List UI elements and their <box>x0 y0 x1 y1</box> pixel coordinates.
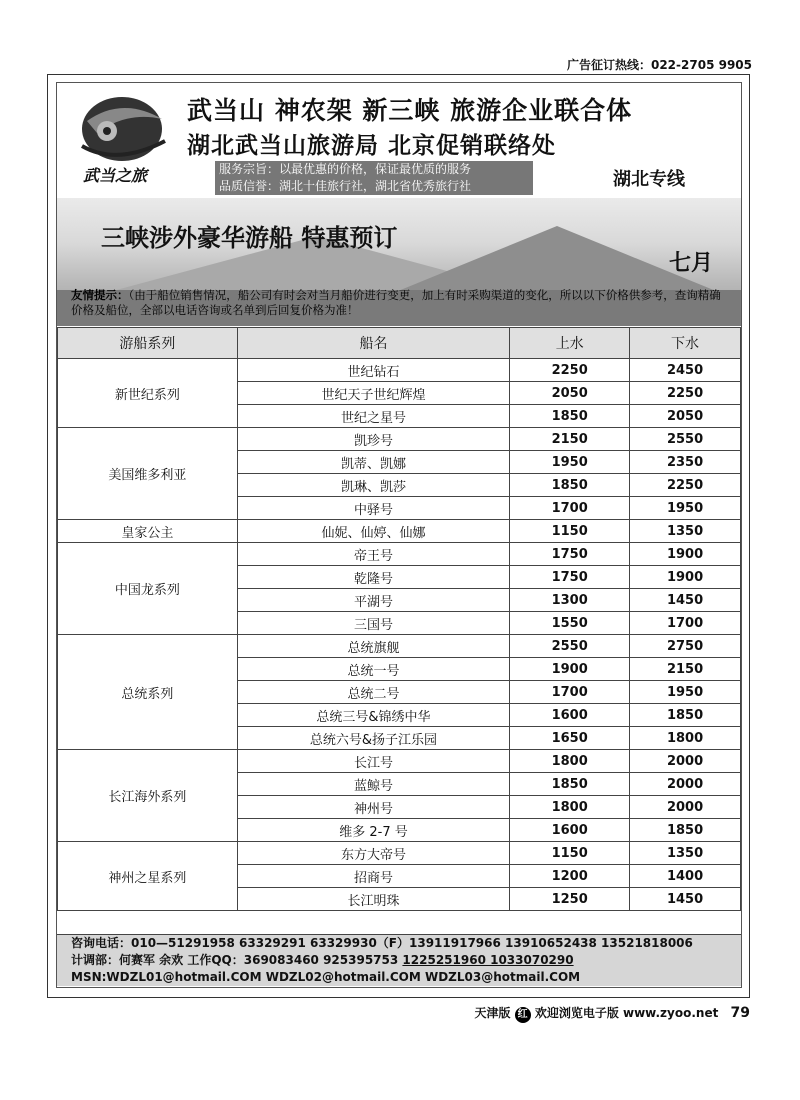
promo-banner <box>57 198 741 326</box>
ship-name-cell: 乾隆号 <box>237 566 510 589</box>
logo-text: 武当之旅 <box>83 166 148 185</box>
ship-name-cell: 世纪钻石 <box>237 359 510 382</box>
downstream-price-cell: 1950 <box>630 497 741 520</box>
msn-line: MSN:WDZL01@hotmail.COM WDZL02@hotmail.COM WDZL03@hotmail.COM <box>71 970 581 984</box>
header <box>57 83 741 198</box>
series-cell: 中国龙系列 <box>58 543 238 635</box>
qq-more: 1225251960 1033070290 <box>402 953 574 967</box>
ship-name-cell: 总统旗舰 <box>237 635 510 658</box>
motto-line-1: 服务宗旨：以最优惠的价格，保证最优质的服务 <box>219 162 472 176</box>
downstream-price-cell: 1450 <box>630 589 741 612</box>
table-row <box>58 359 741 382</box>
upstream-price-cell: 1250 <box>510 888 630 911</box>
motto-box <box>215 161 533 195</box>
upstream-price-cell: 2050 <box>510 382 630 405</box>
table-row <box>58 750 741 773</box>
ship-name-cell: 总统三号&锦绣中华 <box>237 704 510 727</box>
downstream-price-cell: 2000 <box>630 750 741 773</box>
ship-name-cell: 世纪之星号 <box>237 405 510 428</box>
downstream-price-cell: 1350 <box>630 520 741 543</box>
table-row <box>58 520 741 543</box>
table-row <box>58 842 741 865</box>
series-cell: 长江海外系列 <box>58 750 238 842</box>
notice-label: 友情提示： <box>71 288 129 302</box>
ad-hotline: 广告征订热线：022-2705 9905 <box>566 58 752 72</box>
ship-name-cell: 总统二号 <box>237 681 510 704</box>
upstream-price-cell: 2550 <box>510 635 630 658</box>
upstream-price-cell: 1550 <box>510 612 630 635</box>
ship-name-cell: 凯珍号 <box>237 428 510 451</box>
month-label: 七月 <box>668 251 713 276</box>
page-title: 武当山 神农架 新三峡 旅游企业联合体 <box>187 96 633 125</box>
ship-name-cell: 长江号 <box>237 750 510 773</box>
upstream-price-cell: 1900 <box>510 658 630 681</box>
upstream-price-cell: 1850 <box>510 474 630 497</box>
contact-line <box>71 952 741 969</box>
upstream-price-cell: 1150 <box>510 842 630 865</box>
ship-name-cell: 中驿号 <box>237 497 510 520</box>
header-ship: 船名 <box>237 328 510 359</box>
phone-line: 咨询电话：010—51291958 63329291 63329930（F）13911917966 13910652438 13521818006 <box>71 936 693 950</box>
upstream-price-cell: 1700 <box>510 497 630 520</box>
upstream-price-cell: 1850 <box>510 405 630 428</box>
line-label: 湖北专线 <box>613 169 685 190</box>
upstream-price-cell: 2150 <box>510 428 630 451</box>
ship-name-cell: 总统一号 <box>237 658 510 681</box>
downstream-price-cell: 1950 <box>630 681 741 704</box>
upstream-price-cell: 2250 <box>510 359 630 382</box>
ship-name-cell: 世纪天子世纪辉煌 <box>237 382 510 405</box>
downstream-price-cell: 1850 <box>630 704 741 727</box>
ship-name-cell: 总统六号&扬子江乐园 <box>237 727 510 750</box>
motto-line-2: 品质信誉：湖北十佳旅行社，湖北省优秀旅行社 <box>219 179 472 193</box>
page-footer <box>474 1004 750 1023</box>
table-header-row <box>58 328 741 359</box>
downstream-price-cell: 1850 <box>630 819 741 842</box>
upstream-price-cell: 1950 <box>510 451 630 474</box>
downstream-price-cell: 2050 <box>630 405 741 428</box>
site-text: 欢迎浏览电子版 www.zyoo.net <box>534 1006 719 1020</box>
ship-name-cell: 三国号 <box>237 612 510 635</box>
header-downstream: 下水 <box>630 328 741 359</box>
ship-name-cell: 蓝鲸号 <box>237 773 510 796</box>
upstream-price-cell: 1800 <box>510 796 630 819</box>
ship-name-cell: 维多 2-7 号 <box>237 819 510 842</box>
header-upstream: 上水 <box>510 328 630 359</box>
ship-name-cell: 凯琳、凯莎 <box>237 474 510 497</box>
series-cell: 神州之星系列 <box>58 842 238 911</box>
page-number: 79 <box>730 1005 750 1021</box>
header-series: 游船系列 <box>58 328 238 359</box>
ship-name-cell: 平湖号 <box>237 589 510 612</box>
contact-footer <box>57 934 741 986</box>
ship-name-cell: 东方大帝号 <box>237 842 510 865</box>
downstream-price-cell: 2250 <box>630 474 741 497</box>
table-row <box>58 635 741 658</box>
upstream-price-cell: 1600 <box>510 704 630 727</box>
upstream-price-cell: 1800 <box>510 750 630 773</box>
ship-name-cell: 帝王号 <box>237 543 510 566</box>
downstream-price-cell: 2000 <box>630 796 741 819</box>
upstream-price-cell: 1650 <box>510 727 630 750</box>
downstream-price-cell: 1900 <box>630 566 741 589</box>
upstream-price-cell: 1150 <box>510 520 630 543</box>
downstream-price-cell: 2450 <box>630 359 741 382</box>
notice <box>71 288 731 318</box>
ship-name-cell: 仙妮、仙婷、仙娜 <box>237 520 510 543</box>
downstream-price-cell: 2550 <box>630 428 741 451</box>
downstream-price-cell: 2150 <box>630 658 741 681</box>
ship-name-cell: 招商号 <box>237 865 510 888</box>
downstream-price-cell: 1700 <box>630 612 741 635</box>
series-cell: 总统系列 <box>58 635 238 750</box>
upstream-price-cell: 1600 <box>510 819 630 842</box>
upstream-price-cell: 1700 <box>510 681 630 704</box>
downstream-price-cell: 1450 <box>630 888 741 911</box>
contact-label: 计调部：何赛军 余欢 工作QQ：369083460 925395753 <box>71 953 399 967</box>
table-row <box>58 543 741 566</box>
upstream-price-cell: 1300 <box>510 589 630 612</box>
price-table <box>57 327 741 911</box>
downstream-price-cell: 1900 <box>630 543 741 566</box>
promo-title: 三峡涉外豪华游船 特惠预订 <box>101 224 398 252</box>
series-cell: 皇家公主 <box>58 520 238 543</box>
downstream-price-cell: 2750 <box>630 635 741 658</box>
downstream-price-cell: 1350 <box>630 842 741 865</box>
downstream-price-cell: 1800 <box>630 727 741 750</box>
taiji-logo-icon <box>77 91 167 166</box>
series-cell: 新世纪系列 <box>58 359 238 428</box>
downstream-price-cell: 2250 <box>630 382 741 405</box>
table-row <box>58 428 741 451</box>
series-cell: 美国维多利亚 <box>58 428 238 520</box>
upstream-price-cell: 1750 <box>510 566 630 589</box>
ship-name-cell: 凯蒂、凯娜 <box>237 451 510 474</box>
ship-name-cell: 神州号 <box>237 796 510 819</box>
page-subtitle: 湖北武当山旅游局 北京促销联络处 <box>187 133 557 159</box>
upstream-price-cell: 1850 <box>510 773 630 796</box>
downstream-price-cell: 1400 <box>630 865 741 888</box>
hong-badge-icon: 红 <box>515 1007 531 1023</box>
downstream-price-cell: 2350 <box>630 451 741 474</box>
upstream-price-cell: 1200 <box>510 865 630 888</box>
edition-label: 天津版 <box>474 1006 511 1020</box>
notice-text: （由于船位销售情况，船公司有时会对当月船价进行变更，加上有时采购渠道的变化，所以以下价格供参考，查询精确价格及船位，全部以电话咨询或名单到后回复价格为准！ <box>71 288 721 317</box>
downstream-price-cell: 2000 <box>630 773 741 796</box>
upstream-price-cell: 1750 <box>510 543 630 566</box>
ship-name-cell: 长江明珠 <box>237 888 510 911</box>
